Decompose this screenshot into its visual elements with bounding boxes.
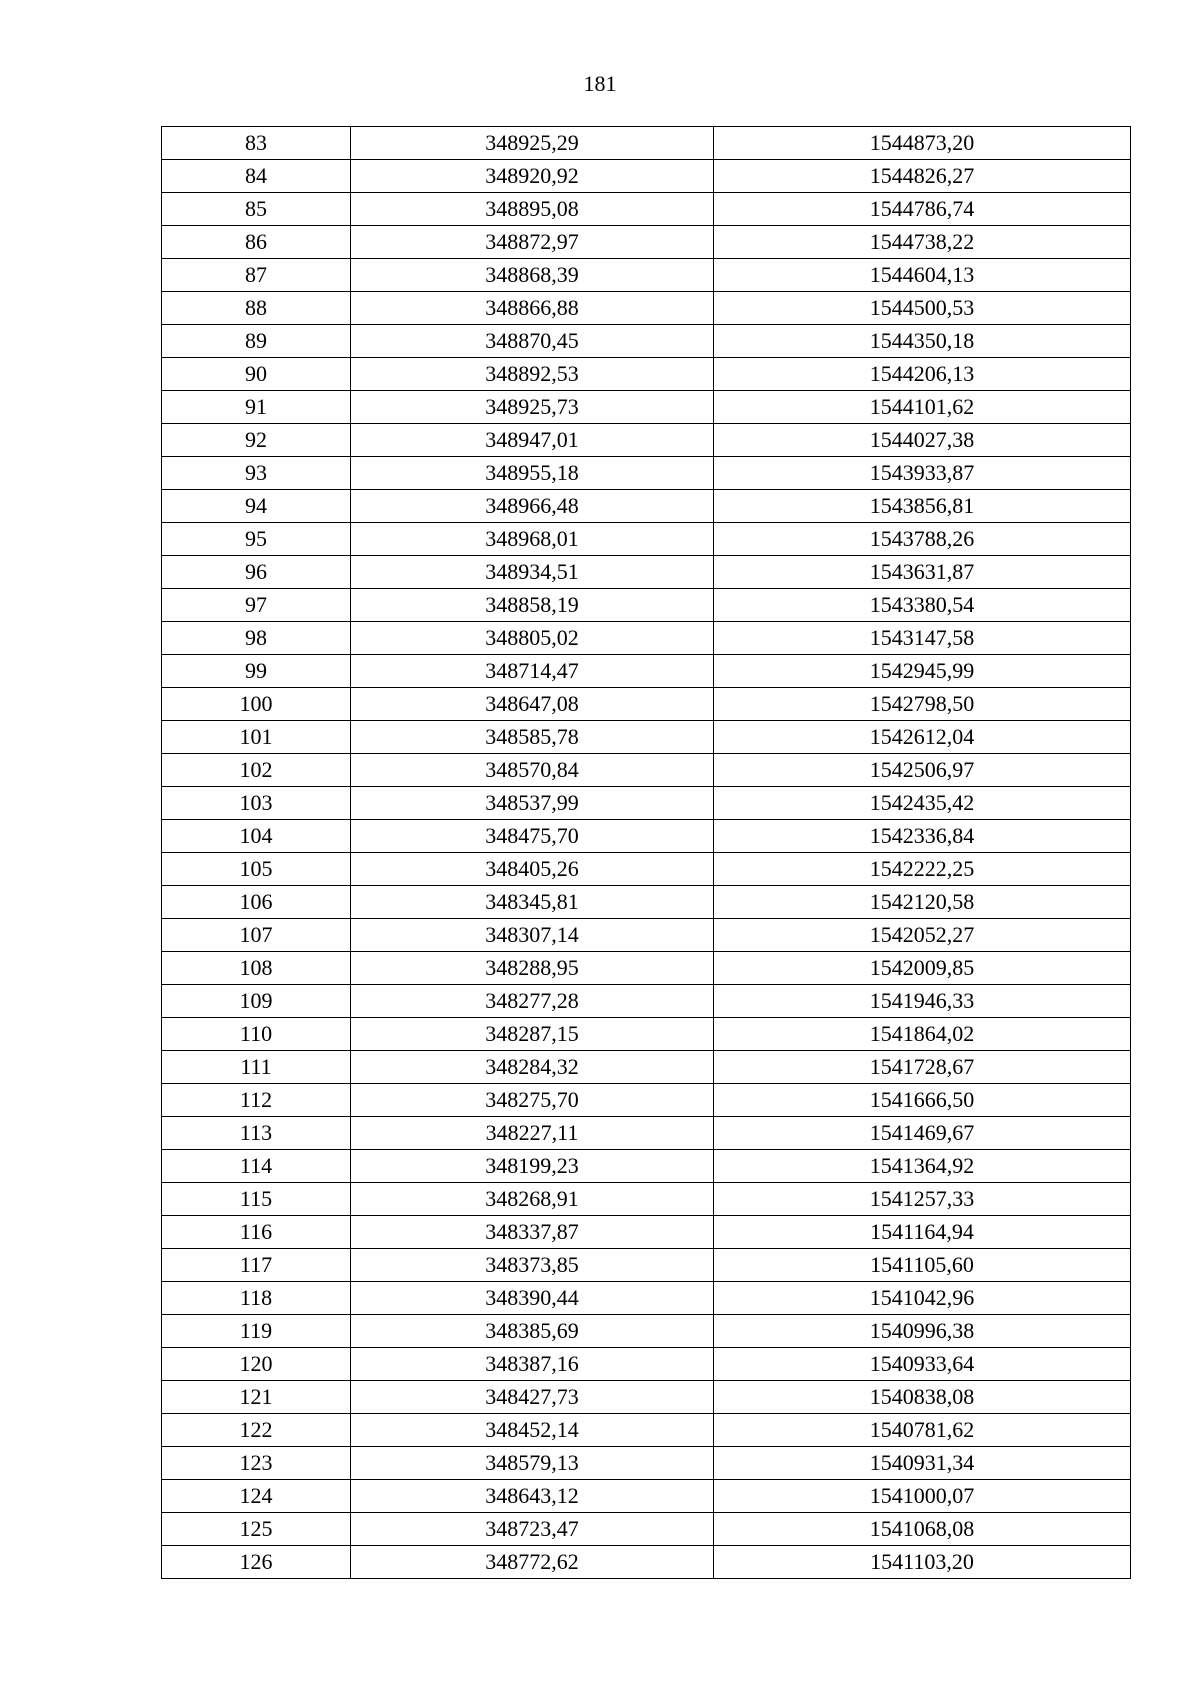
x-coordinate-cell: 348892,53	[351, 358, 714, 391]
x-coordinate-cell: 348227,11	[351, 1117, 714, 1150]
table-row	[162, 424, 1131, 457]
x-coordinate-cell: 348647,08	[351, 688, 714, 721]
y-coordinate-cell: 1540838,08	[714, 1381, 1131, 1414]
x-coordinate-cell: 348405,26	[351, 853, 714, 886]
point-number-cell: 94	[162, 490, 351, 523]
table-row	[162, 193, 1131, 226]
point-number-cell: 91	[162, 391, 351, 424]
y-coordinate-cell: 1541469,67	[714, 1117, 1131, 1150]
y-coordinate-cell: 1541103,20	[714, 1546, 1131, 1579]
point-number-cell: 105	[162, 853, 351, 886]
x-coordinate-cell: 348288,95	[351, 952, 714, 985]
y-coordinate-cell: 1542945,99	[714, 655, 1131, 688]
table-row	[162, 688, 1131, 721]
y-coordinate-cell: 1541068,08	[714, 1513, 1131, 1546]
x-coordinate-cell: 348287,15	[351, 1018, 714, 1051]
table-row	[162, 1117, 1131, 1150]
x-coordinate-cell: 348723,47	[351, 1513, 714, 1546]
point-number-cell: 103	[162, 787, 351, 820]
point-number-cell: 114	[162, 1150, 351, 1183]
point-number-cell: 97	[162, 589, 351, 622]
x-coordinate-cell: 348373,85	[351, 1249, 714, 1282]
y-coordinate-cell: 1544101,62	[714, 391, 1131, 424]
y-coordinate-cell: 1544826,27	[714, 160, 1131, 193]
point-number-cell: 126	[162, 1546, 351, 1579]
point-number-cell: 95	[162, 523, 351, 556]
table-row	[162, 1282, 1131, 1315]
table-row	[162, 853, 1131, 886]
y-coordinate-cell: 1543788,26	[714, 523, 1131, 556]
table-row	[162, 589, 1131, 622]
y-coordinate-cell: 1544604,13	[714, 259, 1131, 292]
table-row	[162, 721, 1131, 754]
y-coordinate-cell: 1544500,53	[714, 292, 1131, 325]
y-coordinate-cell: 1544873,20	[714, 127, 1131, 160]
x-coordinate-cell: 348772,62	[351, 1546, 714, 1579]
y-coordinate-cell: 1543856,81	[714, 490, 1131, 523]
x-coordinate-cell: 348475,70	[351, 820, 714, 853]
coordinates-table-body	[162, 127, 1131, 1579]
table-row	[162, 391, 1131, 424]
y-coordinate-cell: 1543147,58	[714, 622, 1131, 655]
point-number-cell: 104	[162, 820, 351, 853]
table-row	[162, 358, 1131, 391]
point-number-cell: 118	[162, 1282, 351, 1315]
table-row	[162, 292, 1131, 325]
point-number-cell: 99	[162, 655, 351, 688]
table-row	[162, 622, 1131, 655]
point-number-cell: 85	[162, 193, 351, 226]
page-number: 181	[583, 71, 617, 96]
table-row	[162, 1249, 1131, 1282]
y-coordinate-cell: 1541105,60	[714, 1249, 1131, 1282]
x-coordinate-cell: 348955,18	[351, 457, 714, 490]
point-number-cell: 122	[162, 1414, 351, 1447]
point-number-cell: 113	[162, 1117, 351, 1150]
point-number-cell: 87	[162, 259, 351, 292]
point-number-cell: 89	[162, 325, 351, 358]
table-row	[162, 919, 1131, 952]
table-row	[162, 556, 1131, 589]
y-coordinate-cell: 1542506,97	[714, 754, 1131, 787]
y-coordinate-cell: 1544786,74	[714, 193, 1131, 226]
table-row	[162, 952, 1131, 985]
table-row	[162, 1381, 1131, 1414]
table-row	[162, 1414, 1131, 1447]
table-row	[162, 259, 1131, 292]
table-row	[162, 1084, 1131, 1117]
x-coordinate-cell: 348452,14	[351, 1414, 714, 1447]
y-coordinate-cell: 1543380,54	[714, 589, 1131, 622]
y-coordinate-cell: 1542336,84	[714, 820, 1131, 853]
point-number-cell: 90	[162, 358, 351, 391]
x-coordinate-cell: 348925,73	[351, 391, 714, 424]
x-coordinate-cell: 348966,48	[351, 490, 714, 523]
point-number-cell: 117	[162, 1249, 351, 1282]
x-coordinate-cell: 348537,99	[351, 787, 714, 820]
point-number-cell: 83	[162, 127, 351, 160]
table-row	[162, 787, 1131, 820]
x-coordinate-cell: 348866,88	[351, 292, 714, 325]
x-coordinate-cell: 348868,39	[351, 259, 714, 292]
table-row	[162, 226, 1131, 259]
table-row	[162, 523, 1131, 556]
point-number-cell: 108	[162, 952, 351, 985]
table-row	[162, 490, 1131, 523]
point-number-cell: 86	[162, 226, 351, 259]
point-number-cell: 125	[162, 1513, 351, 1546]
point-number-cell: 120	[162, 1348, 351, 1381]
x-coordinate-cell: 348872,97	[351, 226, 714, 259]
table-row	[162, 985, 1131, 1018]
y-coordinate-cell: 1541864,02	[714, 1018, 1131, 1051]
y-coordinate-cell: 1544350,18	[714, 325, 1131, 358]
x-coordinate-cell: 348337,87	[351, 1216, 714, 1249]
point-number-cell: 115	[162, 1183, 351, 1216]
y-coordinate-cell: 1541257,33	[714, 1183, 1131, 1216]
y-coordinate-cell: 1540781,62	[714, 1414, 1131, 1447]
point-number-cell: 109	[162, 985, 351, 1018]
y-coordinate-cell: 1541728,67	[714, 1051, 1131, 1084]
point-number-cell: 112	[162, 1084, 351, 1117]
point-number-cell: 106	[162, 886, 351, 919]
x-coordinate-cell: 348920,92	[351, 160, 714, 193]
y-coordinate-cell: 1541000,07	[714, 1480, 1131, 1513]
y-coordinate-cell: 1541042,96	[714, 1282, 1131, 1315]
x-coordinate-cell: 348925,29	[351, 127, 714, 160]
x-coordinate-cell: 348805,02	[351, 622, 714, 655]
x-coordinate-cell: 348947,01	[351, 424, 714, 457]
table-row	[162, 1216, 1131, 1249]
y-coordinate-cell: 1542435,42	[714, 787, 1131, 820]
table-row	[162, 886, 1131, 919]
y-coordinate-cell: 1544027,38	[714, 424, 1131, 457]
table-row	[162, 655, 1131, 688]
x-coordinate-cell: 348579,13	[351, 1447, 714, 1480]
point-number-cell: 84	[162, 160, 351, 193]
x-coordinate-cell: 348275,70	[351, 1084, 714, 1117]
y-coordinate-cell: 1542798,50	[714, 688, 1131, 721]
table-row	[162, 1513, 1131, 1546]
y-coordinate-cell: 1544206,13	[714, 358, 1131, 391]
x-coordinate-cell: 348277,28	[351, 985, 714, 1018]
table-row	[162, 1546, 1131, 1579]
y-coordinate-cell: 1541946,33	[714, 985, 1131, 1018]
x-coordinate-cell: 348858,19	[351, 589, 714, 622]
y-coordinate-cell: 1542120,58	[714, 886, 1131, 919]
table-row	[162, 325, 1131, 358]
point-number-cell: 123	[162, 1447, 351, 1480]
table-row	[162, 1348, 1131, 1381]
y-coordinate-cell: 1542612,04	[714, 721, 1131, 754]
x-coordinate-cell: 348643,12	[351, 1480, 714, 1513]
x-coordinate-cell: 348870,45	[351, 325, 714, 358]
point-number-cell: 111	[162, 1051, 351, 1084]
y-coordinate-cell: 1542222,25	[714, 853, 1131, 886]
table-row	[162, 1183, 1131, 1216]
table-row	[162, 820, 1131, 853]
y-coordinate-cell: 1540933,64	[714, 1348, 1131, 1381]
table-row	[162, 1150, 1131, 1183]
x-coordinate-cell: 348570,84	[351, 754, 714, 787]
x-coordinate-cell: 348307,14	[351, 919, 714, 952]
point-number-cell: 116	[162, 1216, 351, 1249]
point-number-cell: 102	[162, 754, 351, 787]
x-coordinate-cell: 348199,23	[351, 1150, 714, 1183]
y-coordinate-cell: 1541364,92	[714, 1150, 1131, 1183]
x-coordinate-cell: 348284,32	[351, 1051, 714, 1084]
table-row	[162, 457, 1131, 490]
x-coordinate-cell: 348385,69	[351, 1315, 714, 1348]
y-coordinate-cell: 1542009,85	[714, 952, 1131, 985]
y-coordinate-cell: 1543933,87	[714, 457, 1131, 490]
point-number-cell: 110	[162, 1018, 351, 1051]
x-coordinate-cell: 348585,78	[351, 721, 714, 754]
point-number-cell: 96	[162, 556, 351, 589]
table-row	[162, 1315, 1131, 1348]
point-number-cell: 98	[162, 622, 351, 655]
point-number-cell: 121	[162, 1381, 351, 1414]
y-coordinate-cell: 1540931,34	[714, 1447, 1131, 1480]
x-coordinate-cell: 348268,91	[351, 1183, 714, 1216]
point-number-cell: 124	[162, 1480, 351, 1513]
x-coordinate-cell: 348387,16	[351, 1348, 714, 1381]
table-row	[162, 127, 1131, 160]
x-coordinate-cell: 348427,73	[351, 1381, 714, 1414]
table-row	[162, 1480, 1131, 1513]
point-number-cell: 100	[162, 688, 351, 721]
table-row	[162, 1447, 1131, 1480]
x-coordinate-cell: 348895,08	[351, 193, 714, 226]
table-row	[162, 1051, 1131, 1084]
y-coordinate-cell: 1544738,22	[714, 226, 1131, 259]
point-number-cell: 93	[162, 457, 351, 490]
y-coordinate-cell: 1542052,27	[714, 919, 1131, 952]
point-number-cell: 88	[162, 292, 351, 325]
x-coordinate-cell: 348390,44	[351, 1282, 714, 1315]
y-coordinate-cell: 1540996,38	[714, 1315, 1131, 1348]
y-coordinate-cell: 1541666,50	[714, 1084, 1131, 1117]
point-number-cell: 107	[162, 919, 351, 952]
y-coordinate-cell: 1543631,87	[714, 556, 1131, 589]
x-coordinate-cell: 348968,01	[351, 523, 714, 556]
x-coordinate-cell: 348934,51	[351, 556, 714, 589]
x-coordinate-cell: 348345,81	[351, 886, 714, 919]
coordinates-table	[161, 126, 1131, 1579]
point-number-cell: 101	[162, 721, 351, 754]
table-row	[162, 1018, 1131, 1051]
table-row	[162, 754, 1131, 787]
x-coordinate-cell: 348714,47	[351, 655, 714, 688]
point-number-cell: 92	[162, 424, 351, 457]
y-coordinate-cell: 1541164,94	[714, 1216, 1131, 1249]
point-number-cell: 119	[162, 1315, 351, 1348]
table-row	[162, 160, 1131, 193]
